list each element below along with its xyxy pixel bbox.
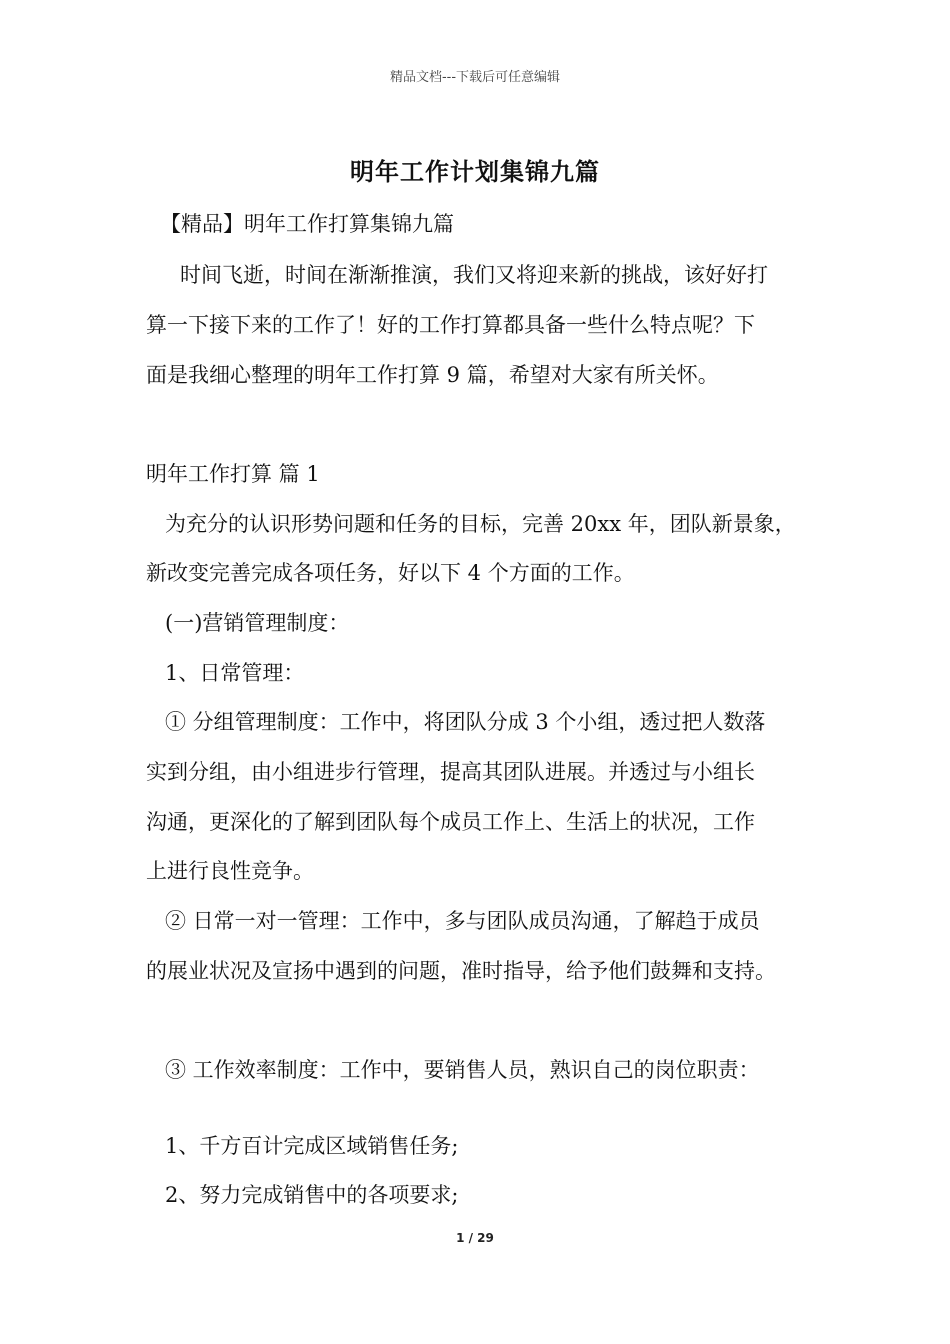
subtitle-line: 【精品】明年工作打算集锦九篇 — [160, 212, 454, 236]
item3-line-1: ③ 工作效率制度：工作中，要销售人员，熟识自己的岗位职责： — [165, 1058, 760, 1082]
intro-line-2: 算一下接下来的工作了！好的工作打算都具备一些什么特点呢？下 — [146, 313, 755, 337]
paragraph-line-2: 新改变完善完成各项任务，好以下 4 个方面的工作。 — [146, 561, 635, 585]
subsection-heading: (一)营销管理制度： — [165, 611, 350, 635]
section-heading: 明年工作打算 篇 1 — [146, 462, 320, 486]
item1-line-1: ① 分组管理制度：工作中，将团队分成 3 个小组，透过把人数落 — [165, 710, 766, 734]
item2-line-1: ② 日常一对一管理：工作中，多与团队成员沟通，了解趋于成员 — [165, 909, 760, 933]
item1-line-4: 上进行良性竞争。 — [146, 859, 314, 883]
paragraph-line-1: 为充分的认识形势问题和任务的目标，完善 20xx 年，团队新景象， — [165, 512, 796, 536]
duty-item-2: 2、努力完成销售中的各项要求; — [165, 1183, 459, 1207]
item1-line-2: 实到分组，由小组进步行管理，提高其团队进展。并透过与小组长 — [146, 760, 755, 784]
intro-line-1: 时间飞逝，时间在渐渐推演，我们又将迎来新的挑战，该好好打 — [180, 263, 768, 287]
intro-line-3: 面是我细心整理的明年工作打算 9 篇，希望对大家有所关怀。 — [146, 363, 719, 387]
duty-item-1: 1、千方百计完成区域销售任务; — [165, 1134, 459, 1158]
page-header: 精品文档---下载后可任意编辑 — [389, 70, 561, 85]
page-indicator: 1 / 29 — [456, 1231, 494, 1245]
item1-line-3: 沟通，更深化的了解到团队每个成员工作上、生活上的状况，工作 — [146, 810, 755, 834]
list-heading: 1、日常管理： — [165, 661, 305, 685]
document-title: 明年工作计划集锦九篇 — [350, 158, 600, 186]
item2-line-2: 的展业状况及宣扬中遇到的问题，准时指导，给予他们鼓舞和支持。 — [146, 959, 776, 983]
